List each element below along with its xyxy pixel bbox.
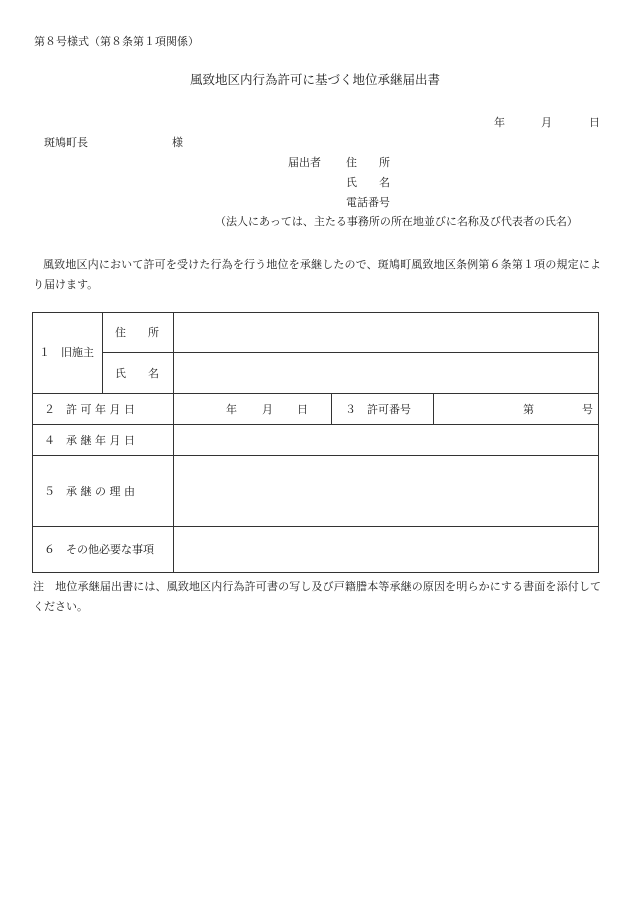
notifier-label: 届出者 <box>288 156 321 169</box>
date-month-label: 月 <box>541 116 552 129</box>
document-title: 風致地区内行為許可に基づく地位承継届出書 <box>189 72 440 87</box>
succession-reason-label: ５ 承 継 の 理 由 <box>44 485 135 498</box>
permit-number-label: ３ 許可番号 <box>345 403 411 416</box>
succession-date-field[interactable] <box>174 425 598 455</box>
permit-date-field[interactable] <box>174 394 331 424</box>
body-text: 風致地区内において許可を受けた行為を行う地位を承継したので、斑鳩町風致地区条例第６条第１項の規定により届けます。 <box>33 258 601 291</box>
honorific: 様 <box>172 136 183 149</box>
permit-number-suffix: 号 <box>582 403 593 416</box>
other-matters-label: ６ その他必要な事項 <box>44 543 154 556</box>
succession-reason-field[interactable] <box>174 456 598 526</box>
notifier-phone-label: 電話番号 <box>346 196 390 209</box>
succession-date-label: ４ 承 継 年 月 日 <box>44 434 135 447</box>
former-owner-address-label: 住 所 <box>115 326 159 339</box>
date-day-label: 日 <box>589 116 600 129</box>
former-owner-label: １ 旧施主 <box>39 346 94 359</box>
former-owner-name-field[interactable] <box>174 353 598 393</box>
permit-number-field[interactable] <box>434 394 598 424</box>
date-year-label: 年 <box>494 116 505 129</box>
permit-month-label: 月 <box>262 403 273 416</box>
form-number: 第８号様式（第８条第１項関係） <box>34 35 199 48</box>
other-matters-field[interactable] <box>174 527 598 572</box>
permit-number-prefix: 第 <box>523 403 534 416</box>
attachment-note: 注 地位承継届出書には、風致地区内行為許可書の写し及び戸籍謄本等承継の原因を明らかにする書面を添付してください。 <box>33 580 601 613</box>
former-owner-address-field[interactable] <box>174 313 598 352</box>
notifier-name-label: 氏 名 <box>346 176 390 189</box>
permit-date-label: ２ 許 可 年 月 日 <box>44 403 135 416</box>
addressee: 斑鳩町長 <box>44 136 88 149</box>
former-owner-name-label: 氏 名 <box>115 367 159 380</box>
corporate-note: （法人にあっては、主たる事務所の所在地並びに名称及び代表者の氏名） <box>215 215 578 228</box>
permit-day-label: 日 <box>297 403 308 416</box>
permit-year-label: 年 <box>226 403 237 416</box>
notifier-address-label: 住 所 <box>346 156 390 169</box>
